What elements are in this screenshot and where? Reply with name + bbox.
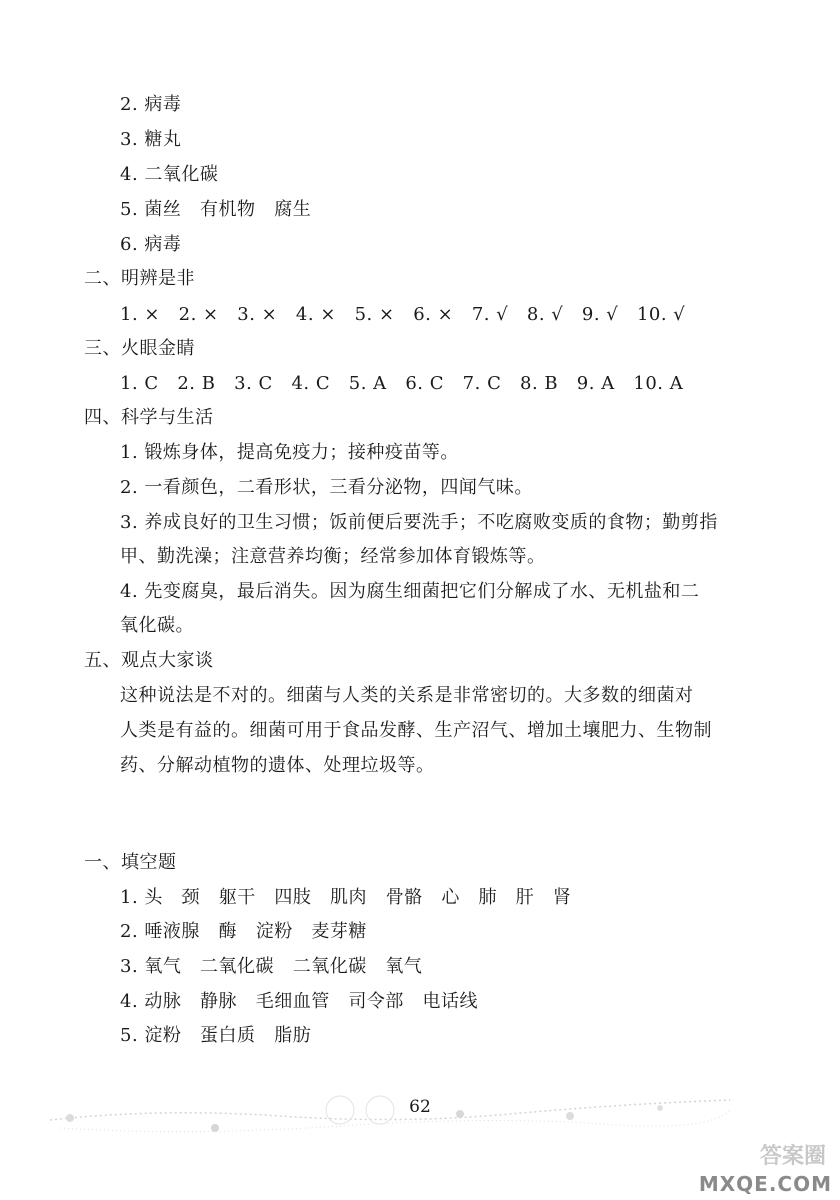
- life-answer-3-line2: 甲、勤洗澡；注意营养均衡；经常参加体育锻炼等。: [120, 546, 546, 567]
- answer-line-5: 5. 菌丝 有机物 腐生: [120, 199, 312, 220]
- life-answer-4-line2: 氧化碳。: [120, 615, 194, 636]
- fill-blank-answer-1: 1. 头 颈 躯干 四肢 肌肉 骨骼 心 肺 肝 肾: [120, 887, 572, 908]
- opinion-paragraph-line2: 人类是有益的。细菌可用于食品发酵、生产沼气、增加土壤肥力、生物制: [120, 720, 712, 741]
- fill-blank-heading: 一、填空题: [84, 852, 177, 873]
- life-answer-2: 2. 一看颜色，二看形状，三看分泌物，四闻气味。: [120, 477, 533, 498]
- fill-blank-answer-3: 3. 氧气 二氧化碳 二氧化碳 氧气: [120, 956, 423, 977]
- choice-answers: 1. C 2. B 3. C 4. C 5. A 6. C 7. C 8. B 9. A 10. A: [120, 373, 684, 394]
- true-false-answers: 1. × 2. × 3. × 4. × 5. × 6. × 7. √ 8. √ 9. √ 10. √: [120, 304, 686, 325]
- answer-line-6: 6. 病毒: [120, 234, 182, 255]
- answer-line-2: 2. 病毒: [120, 94, 182, 115]
- fill-blank-answer-2: 2. 唾液腺 酶 淀粉 麦芽糖: [120, 921, 367, 942]
- section-heading-5: 五、观点大家谈: [84, 650, 214, 671]
- opinion-paragraph-line1: 这种说法是不对的。细菌与人类的关系是非常密切的。大多数的细菌对: [120, 685, 694, 706]
- watermark-url: MXQE.COM: [698, 1172, 832, 1196]
- section-heading-3: 三、火眼金睛: [84, 338, 195, 359]
- life-answer-4-line1: 4. 先变腐臭，最后消失。因为腐生细菌把它们分解成了水、无机盐和二: [120, 581, 700, 602]
- fill-blank-answer-4: 4. 动脉 静脉 毛细血管 司令部 电话线: [120, 991, 479, 1012]
- answer-line-4: 4. 二氧化碳: [120, 164, 219, 185]
- life-answer-3-line1: 3. 养成良好的卫生习惯；饭前便后要洗手；不吃腐败变质的食物；勤剪指: [120, 512, 718, 533]
- watermark-logo-text: 答案圈: [759, 1144, 826, 1169]
- section-heading-2: 二、明辨是非: [84, 268, 195, 289]
- fill-blank-answer-5: 5. 淀粉 蛋白质 脂肪: [120, 1025, 312, 1046]
- opinion-paragraph-line3: 药、分解动植物的遗体、处理垃圾等。: [120, 755, 435, 776]
- answer-line-3: 3. 糖丸: [120, 129, 182, 150]
- life-answer-1: 1. 锻炼身体，提高免疫力；接种疫苗等。: [120, 442, 459, 463]
- section-heading-4: 四、科学与生活: [84, 407, 214, 428]
- page-number: 62: [409, 1097, 431, 1117]
